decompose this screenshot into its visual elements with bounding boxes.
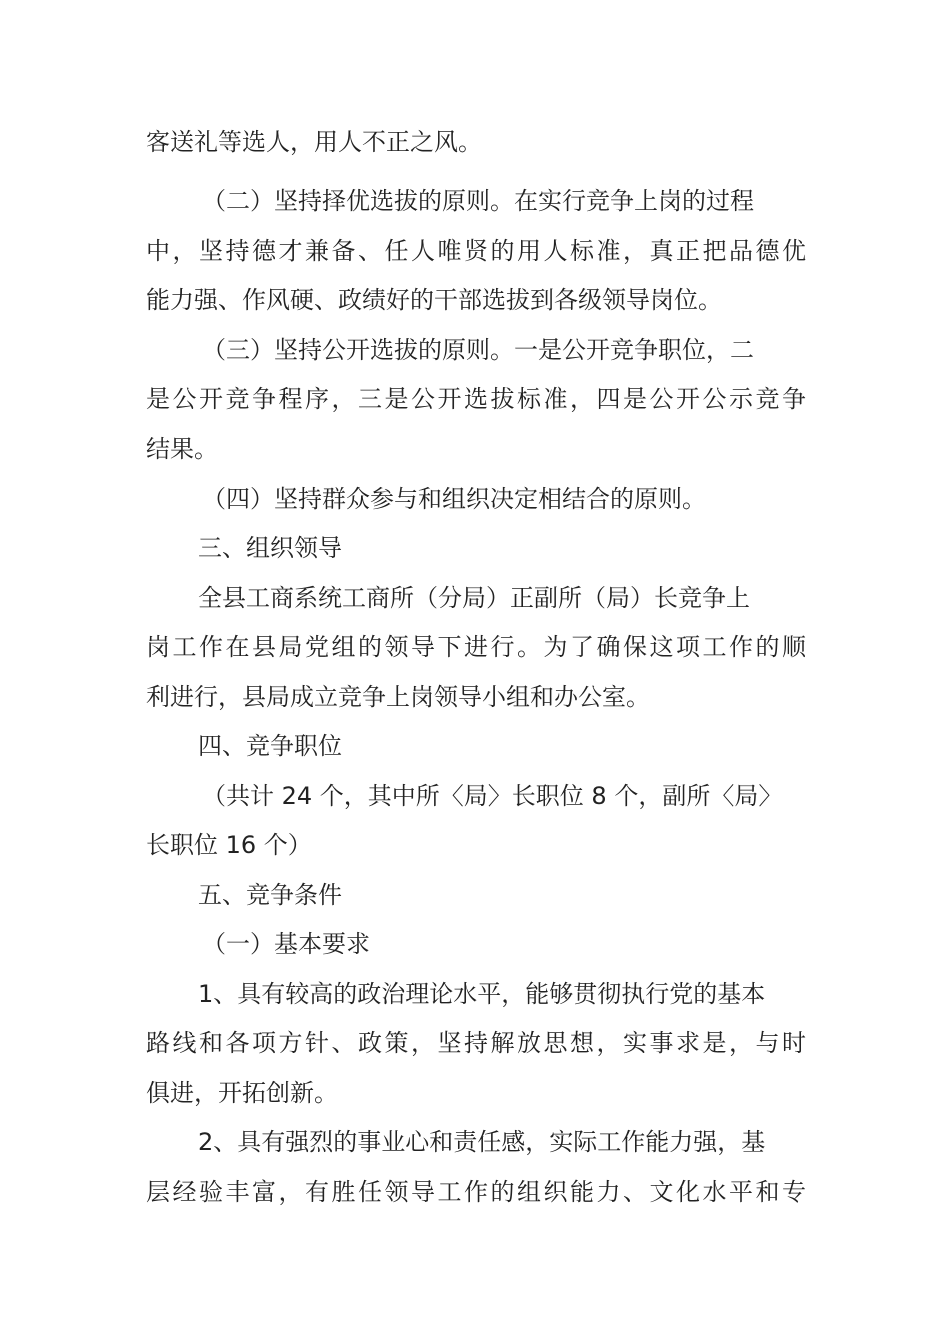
section-heading: 四、竞争职位 (198, 732, 342, 760)
text-line: （二）坚持择优选拔的原则。在实行竞争上岗的过程 (202, 187, 754, 215)
text-line: 全县工商系统工商所（分局）正副所（局）长竞争上 (198, 584, 750, 612)
text-line: 是公开竞争程序，三是公开选拔标准，四是公开公示竞争 (146, 385, 806, 413)
text-line: 中，坚持德才兼备、任人唯贤的用人标准，真正把品德优 (146, 237, 806, 265)
text-line: 长职位 16 个） (146, 831, 312, 859)
text-line: 俱进，开拓创新。 (146, 1079, 338, 1107)
text-line: 利进行，县局成立竞争上岗领导小组和办公室。 (146, 683, 650, 711)
section-heading: 三、组织领导 (198, 534, 342, 562)
text-line: 层经验丰富，有胜任领导工作的组织能力、文化水平和专 (146, 1178, 806, 1206)
text-line: 路线和各项方针、政策，坚持解放思想，实事求是，与时 (146, 1029, 806, 1057)
text-line: 1、具有较高的政治理论水平，能够贯彻执行党的基本 (198, 980, 766, 1008)
text-line: 2、具有强烈的事业心和责任感，实际工作能力强，基 (198, 1128, 766, 1156)
text-line: （四）坚持群众参与和组织决定相结合的原则。 (202, 485, 706, 513)
text-line: 岗工作在县局党组的领导下进行。为了确保这项工作的顺 (146, 633, 806, 661)
text-line: 能力强、作风硬、政绩好的干部选拔到各级领导岗位。 (146, 286, 722, 314)
text-line: 客送礼等选人，用人不正之风。 (146, 128, 482, 156)
section-heading: 五、竞争条件 (198, 881, 342, 909)
text-line: 结果。 (146, 435, 218, 463)
text-line: （三）坚持公开选拔的原则。一是公开竞争职位，二 (202, 336, 754, 364)
text-line: （共计 24 个，其中所〈局〉长职位 8 个，副所〈局〉 (202, 782, 783, 810)
subsection-heading: （一）基本要求 (202, 930, 370, 958)
